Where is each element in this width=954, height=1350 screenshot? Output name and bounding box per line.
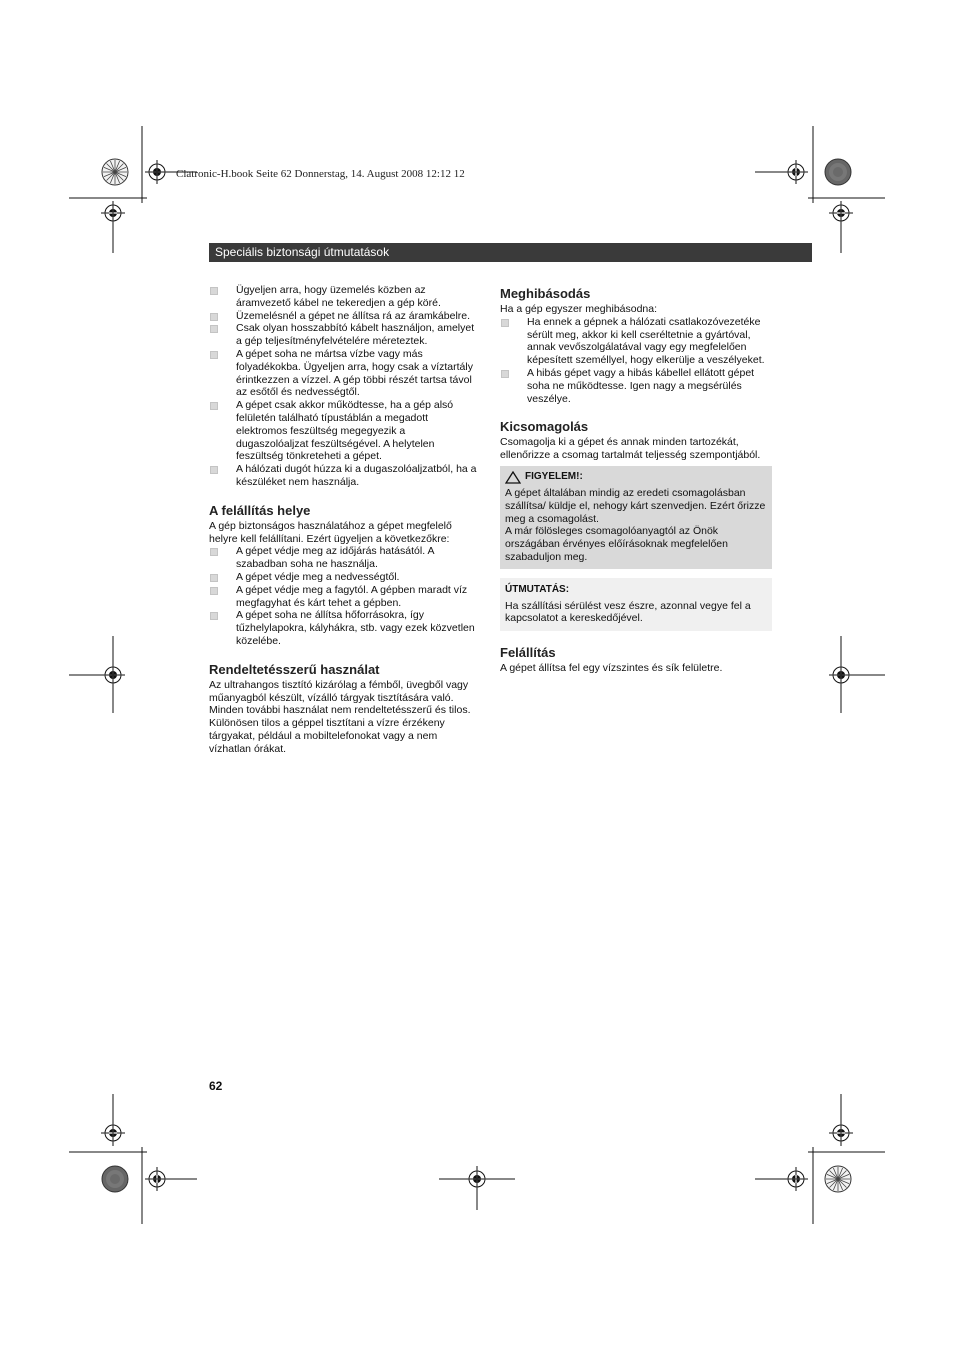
section-banner-title: Speciális biztonsági útmutatások — [215, 245, 390, 259]
warning-text: A már fölösleges csomagolóanyagtól az Önök országában érvényes előírásoknak megfelelően szabaduljon meg. — [505, 525, 728, 563]
intended-use-paragraph: Az ultrahangos tisztító kizárólag a fémből, üvegből vagy műanyagból készült, vízálló tárgyak tisztítására való. — [209, 678, 469, 704]
list-item: A hibás gépet vagy a hibás kábellel ellátott gépet soha ne működtesse. Igen nagy a megsérülés veszélye. — [500, 367, 772, 405]
list-item: A hálózati dugót húzza ki a dugaszolóaljzatból, ha a készüléket nem használja. — [209, 463, 477, 489]
page-number: 62 — [209, 1079, 223, 1093]
intended-use-paragraph: Minden további használat nem rendeltetésszerű és tilos. — [209, 704, 471, 717]
section-heading-setup: Felállítás — [500, 645, 556, 661]
right-column — [500, 284, 772, 675]
list-item: A gépet csak akkor működtesse, ha a gép alsó felületén található típustáblán a megadott elektromos feszültség megegyezik a dugaszolóaljzat feszültségével. A helytelen feszültség tönkreteheti a gépet. — [209, 399, 477, 463]
warning-triangle-icon — [505, 471, 521, 484]
warning-title: FIGYELEM!: — [525, 471, 583, 483]
section-heading-intended-use: Rendeltetésszerű használat — [209, 661, 380, 677]
note-text: Ha szállítási sérülést vesz észre, azonnal vegye fel a kapcsolatot a kereskedőjével. — [505, 599, 751, 625]
malfunction-intro: Ha a gép egyszer meghibásodna: — [500, 303, 658, 315]
list-item: A gépet soha ne mártsa vízbe vagy más folyadékokba. Ügyeljen arra, hogy csak a víztartály érintkezzen a vízzel. A gép többi részét tartsa távol az esőtől és nedvességtől. — [209, 348, 477, 399]
list-item: Üzemelésnél a gépet ne állítsa rá az áramkábelre. — [209, 310, 477, 323]
list-item: A gépet védje meg a nedvességtől. — [209, 571, 477, 584]
warning-text: A gépet általában mindig az eredeti csomagolásban szállítsa/ küldje el, nehogy kárt szenvedjen. Ezért őrizze meg a csomagolást. — [505, 486, 766, 525]
section-banner — [209, 243, 812, 262]
list-item: A gépet soha ne állítsa hőforrásokra, így tűzhelylapokra, kályhákra, stb. vagy ezek közvetlen közelébe. — [209, 609, 477, 647]
unpacking-paragraph: Csomagolja ki a gépet és annak minden tartozékát, ellenőrizze a csomag tartalmát teljesség szempontjából. — [500, 436, 761, 462]
note-header — [505, 584, 767, 597]
list-item: A gépet védje meg a fagytól. A gépben maradt víz megfagyhat és kárt tehet a gépben. — [209, 584, 477, 610]
malfunction-bullet-list — [500, 316, 772, 406]
list-item: Ügyeljen arra, hogy üzemelés közben az áramvezető kábel ne tekeredjen a gép köré. — [209, 284, 477, 310]
print-header-line: Clatronic-H.book Seite 62 Donnerstag, 14. August 2008 12:12 12 — [176, 168, 465, 180]
setup-paragraph: A gépet állítsa fel egy vízszintes és sík felületre. — [500, 662, 723, 675]
list-item: Ha ennek a gépnek a hálózati csatlakozóvezetéke sérült meg, akkor ki kell cseréltetnie a gyártóval, annak vevőszolgálatával vagy egy megfelelően képesített személlyel, hogy elkerülje a veszélyeket. — [500, 316, 772, 367]
warning-header — [505, 471, 767, 484]
section-heading-unpacking: Kicsomagolás — [500, 419, 589, 435]
list-item: Csak olyan hosszabbító kábelt használjon, amelyet a gép teljesítményfelvételére méreteztek. — [209, 322, 477, 348]
safety-bullet-list — [209, 284, 477, 489]
section-heading-malfunction: Meghibásodás — [500, 286, 591, 301]
note-title: ÚTMUTATÁS: — [505, 583, 570, 595]
placement-intro: A gép biztonságos használatához a gépet megfelelő helyre kell felállítani. Ezért ügyeljen a következőkre: — [209, 519, 452, 545]
placement-bullet-list — [209, 545, 477, 647]
intended-use-paragraph: Különösen tilos a géppel tisztítani a vízre érzékeny tárgyakat, például a mobiltelefonokat vagy a nem vízhatlan órákat. — [209, 717, 445, 755]
note-box — [500, 578, 772, 631]
left-column — [209, 284, 477, 756]
list-item: A gépet védje meg az időjárás hatásától. A szabadban soha ne használja. — [209, 545, 477, 571]
section-heading-placement: A felállítás helye — [209, 502, 311, 518]
warning-box — [500, 466, 772, 569]
